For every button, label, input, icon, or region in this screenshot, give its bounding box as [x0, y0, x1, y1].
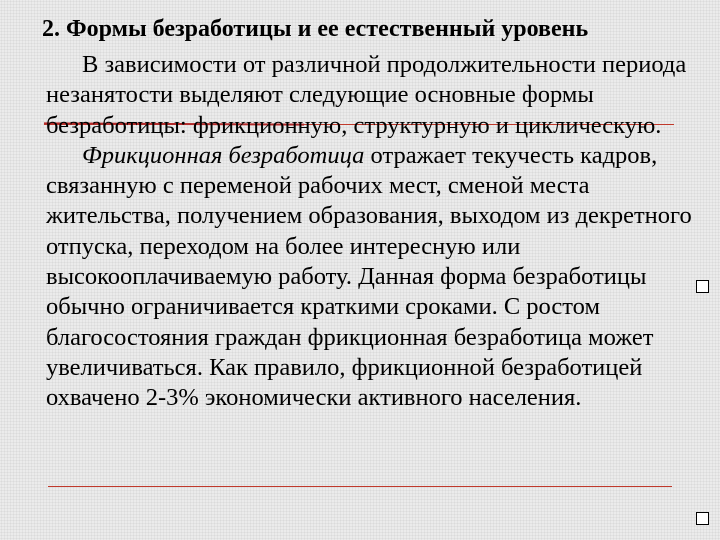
accent-rule-bottom	[48, 486, 672, 487]
slide-title: 2. Формы безработицы и ее естественный уровень	[42, 16, 589, 42]
square-bullet-icon	[696, 512, 709, 525]
paragraph-frictional	[46, 141, 706, 414]
slide-body	[46, 50, 706, 414]
square-bullet-icon	[696, 280, 709, 293]
paragraph-intro: В зависимости от различной продолжительности периода незанятости выделяют следующие основные формы безработицы: фрикционную, структурную и циклическую.	[46, 51, 687, 139]
paragraph-frictional-text: отражает текучесть кадров, связанную с переменой рабочих мест, сменой места жительства, получением образования, выходом из декретного отпуска, переходом на более интересную или высокооплачиваемую работу. Данная форма безработицы обычно ограничивается краткими сроками. С ростом благосостояния граждан фрикционная безработица может увеличиваться. Как правило, фрикционной безработицей охвачено 2-3% экономически активного населения.	[46, 141, 692, 412]
term-frictional: Фрикционная безработица	[82, 141, 365, 169]
